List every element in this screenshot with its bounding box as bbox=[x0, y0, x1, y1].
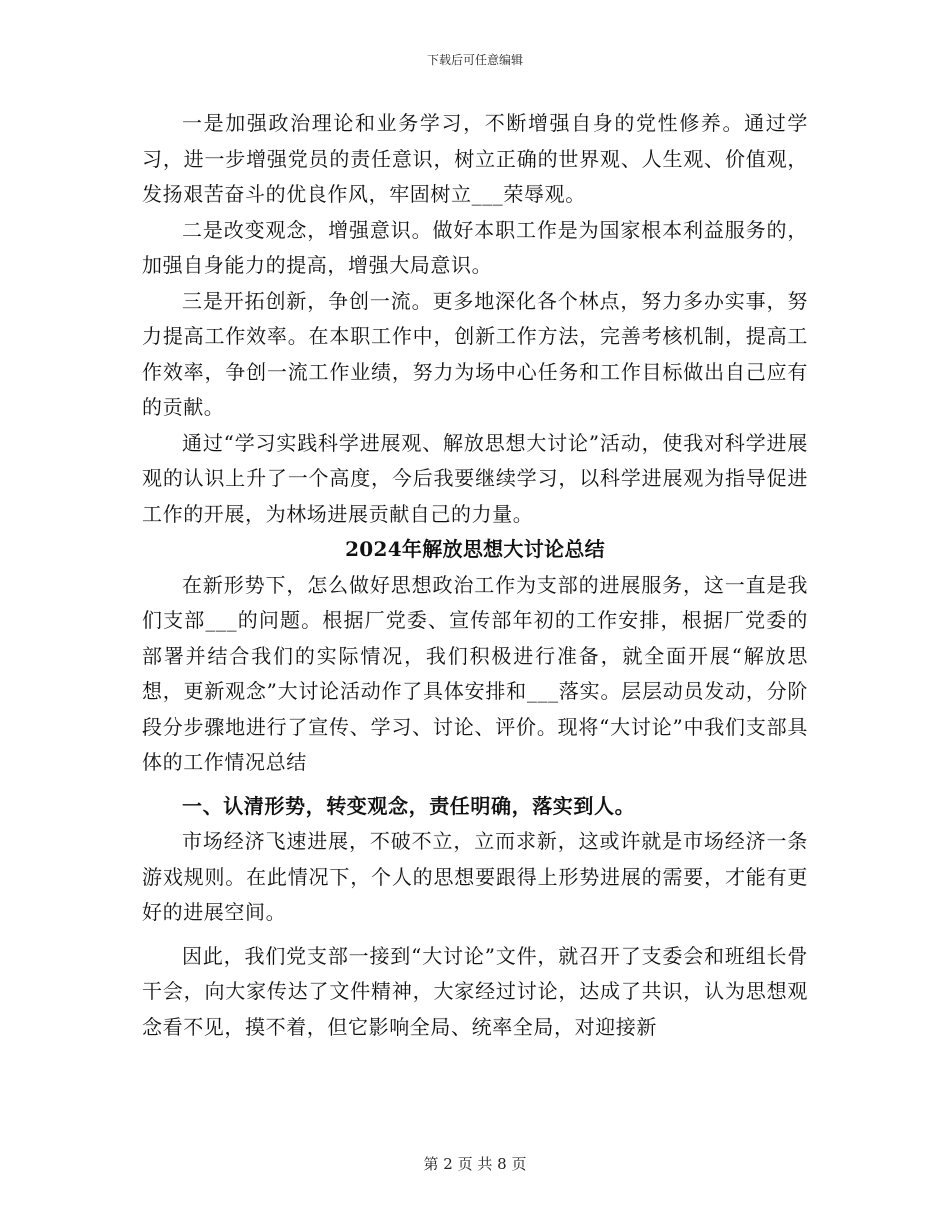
paragraph-conclusion: 通过“学习实践科学进展观、解放思想大讨论”活动，使我对科学进展观的认识上升了一个高度，今后我要继续学习，以科学进展观为指导促进工作的开展，为林场进展贡献自己的力量。 bbox=[142, 430, 808, 526]
section-paragraph-market: 市场经济飞速进展，不破不立，立而求新，这或许就是市场经济一条游戏规则。在此情况下，个人的思想要跟得上形势进展的需要，才能有更好的进展空间。 bbox=[142, 829, 808, 924]
paragraph-point-two: 二是改变观念，增强意识。做好本职工作是为国家根本利益服务的，加强自身能力的提高，增强大局意识。 bbox=[142, 217, 808, 277]
section-intro-paragraph: 在新形势下，怎么做好思想政治工作为支部的进展服务，这一直是我们支部___的问题。根据厂党委、宣传部年初的工作安排，根据厂党委的部署并结合我们的实际情况，我们积极进行准备，就全面开展“解放思想，更新观念”大讨论活动作了具体安排和___落实。层层动员发动，分阶段分步骤地进行了宣传、学习、讨论、评价。现将“大讨论”中我们支部具体的工作情况总结 bbox=[142, 572, 808, 774]
section-paragraph-branch: 因此，我们党支部一接到“大讨论”文件，就召开了支委会和班组长骨干会，向大家传达了文件精神，大家经过讨论，达成了共识，认为思想观念看不见，摸不着，但它影响全局、统率全局，对迎接新 bbox=[142, 943, 808, 1039]
page-header: 下载后可任意编辑 bbox=[426, 53, 523, 67]
paragraph-point-three: 三是开拓创新，争创一流。更多地深化各个林点，努力多办实事，努力提高工作效率。在本职工作中，创新工作方法，完善考核机制，提高工作效率，争创一流工作业绩，努力为场中心任务和工作目标做出自己应有的贡献。 bbox=[142, 288, 808, 419]
section-title: 2024年解放思想大讨论总结 bbox=[345, 537, 605, 561]
paragraph-point-one: 一是加强政治理论和业务学习，不断增强自身的党性修养。通过学习，进一步增强党员的责任意识，树立正确的世界观、人生观、价值观，发扬艰苦奋斗的优良作风，牢固树立___荣辱观。 bbox=[142, 111, 808, 206]
document-body bbox=[142, 106, 808, 1045]
page-footer: 第 2 页 共 8 页 bbox=[423, 1155, 527, 1173]
section-heading-one: 一、认清形势，转变观念，责任明确，落实到人。 bbox=[182, 793, 636, 818]
